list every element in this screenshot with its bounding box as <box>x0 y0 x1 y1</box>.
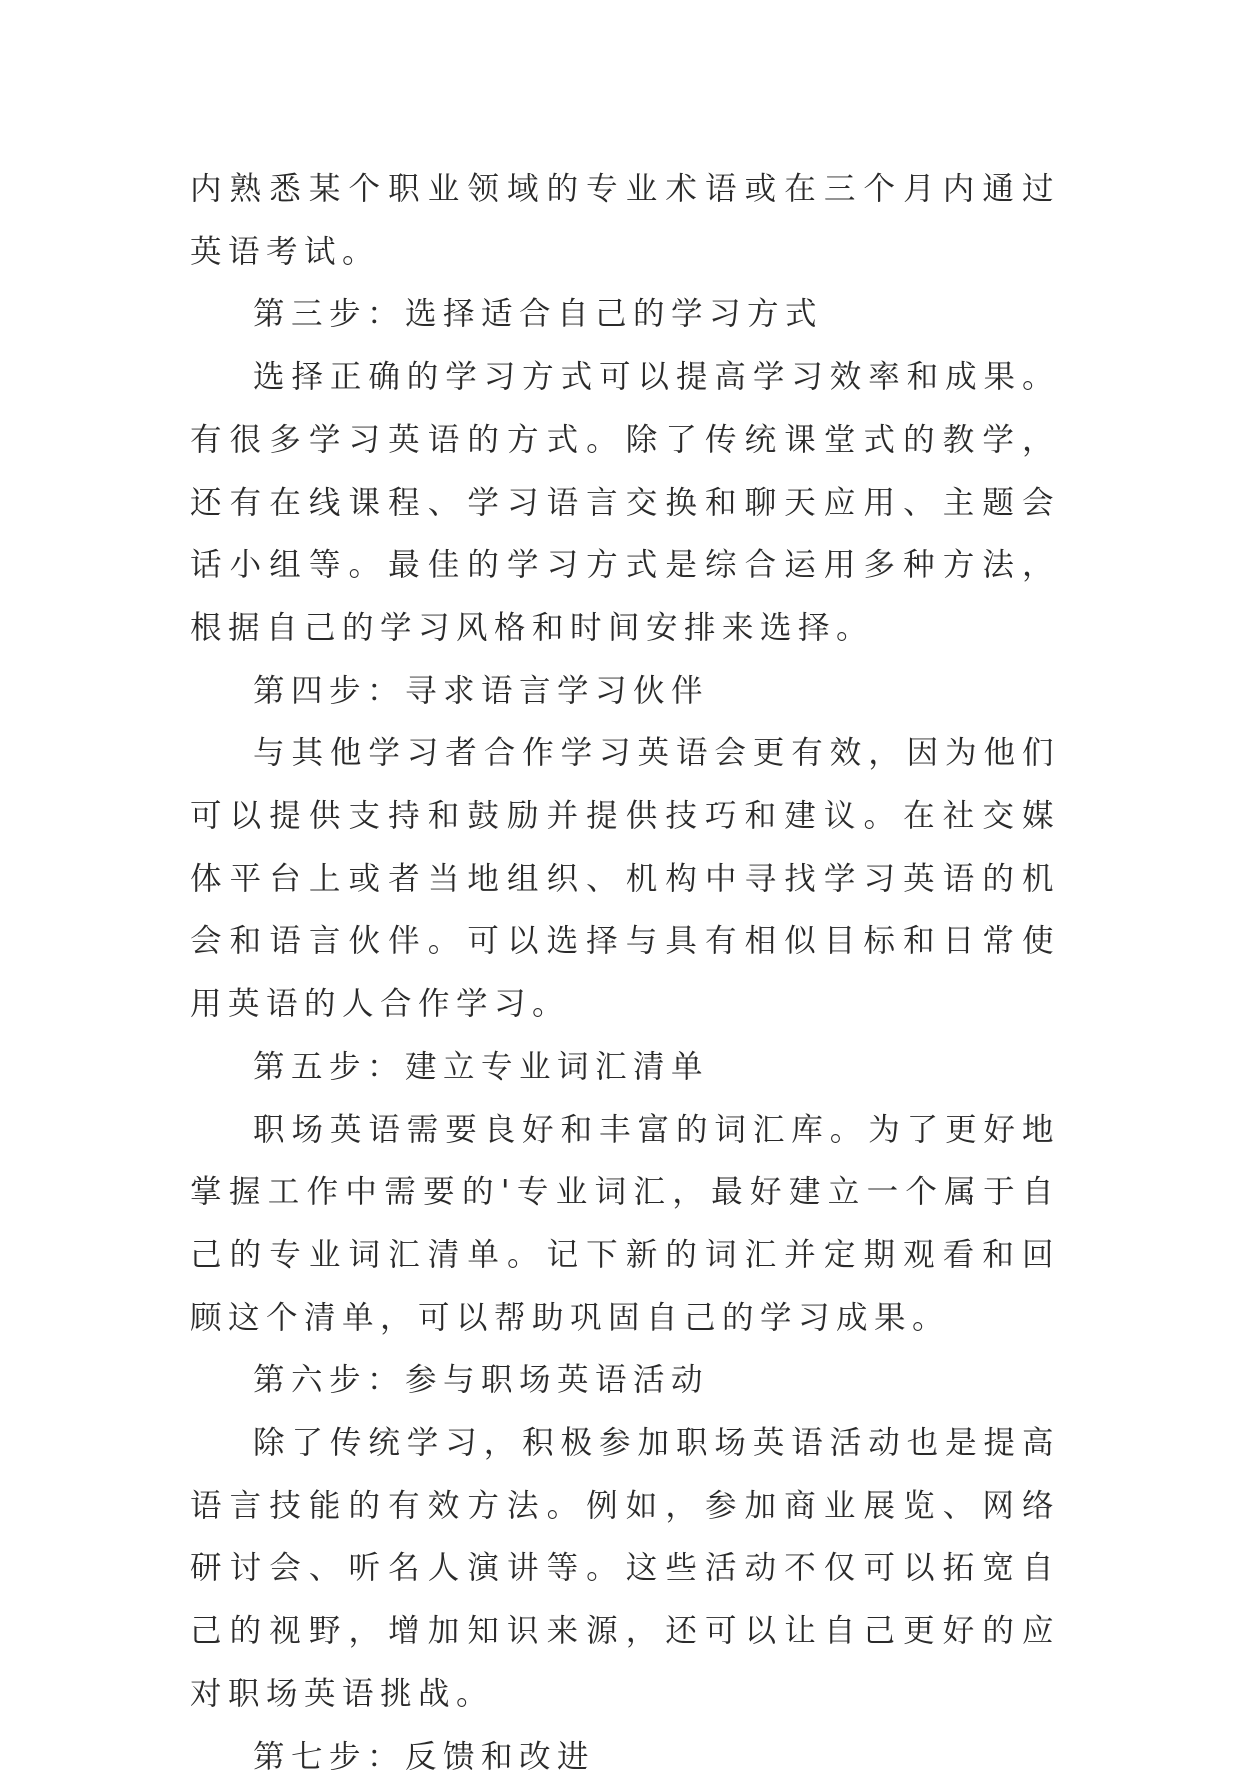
step-seven-heading: 第七步：反馈和改进 <box>253 1738 596 1775</box>
step-five-heading: 第五步：建立专业词汇清单 <box>253 1048 710 1085</box>
step-four-paragraph: 与其他学习者合作学习英语会更有效，因为他们可以提供支持和鼓励并提供技巧和建议。在社交媒体平台上或者当地组织、机构中寻找学习英语的机会和语言伙伴。可以选择与具有相似目标和日常使用英语的人合作学习。 <box>190 735 1060 1023</box>
step-four-heading: 第四步：寻求语言学习伙伴 <box>253 672 710 709</box>
step-three-heading: 第三步：选择适合自己的学习方式 <box>253 296 824 333</box>
paragraph-continued: 内熟悉某个职业领域的专业术语或在三个月内通过英语考试。 <box>190 171 1060 270</box>
document-body <box>190 158 1060 1788</box>
step-three-paragraph: 选择正确的学习方式可以提高学习效率和成果。有很多学习英语的方式。除了传统课堂式的教学，还有在线课程、学习语言交换和聊天应用、主题会话小组等。最佳的学习方式是综合运用多种方法，根据自己的学习风格和时间安排来选择。 <box>190 359 1060 646</box>
step-six-heading: 第六步：参与职场英语活动 <box>253 1362 710 1399</box>
step-six-paragraph: 除了传统学习，积极参加职场英语活动也是提高语言技能的有效方法。例如，参加商业展览、网络研讨会、听名人演讲等。这些活动不仅可以拓宽自己的视野，增加知识来源，还可以让自己更好的应对职场英语挑战。 <box>190 1425 1060 1712</box>
step-five-paragraph: 职场英语需要良好和丰富的词汇库。为了更好地掌握工作中需要的'专业词汇，最好建立一个属于自己的专业词汇清单。记下新的词汇并定期观看和回顾这个清单，可以帮助巩固自己的学习成果。 <box>190 1111 1060 1336</box>
